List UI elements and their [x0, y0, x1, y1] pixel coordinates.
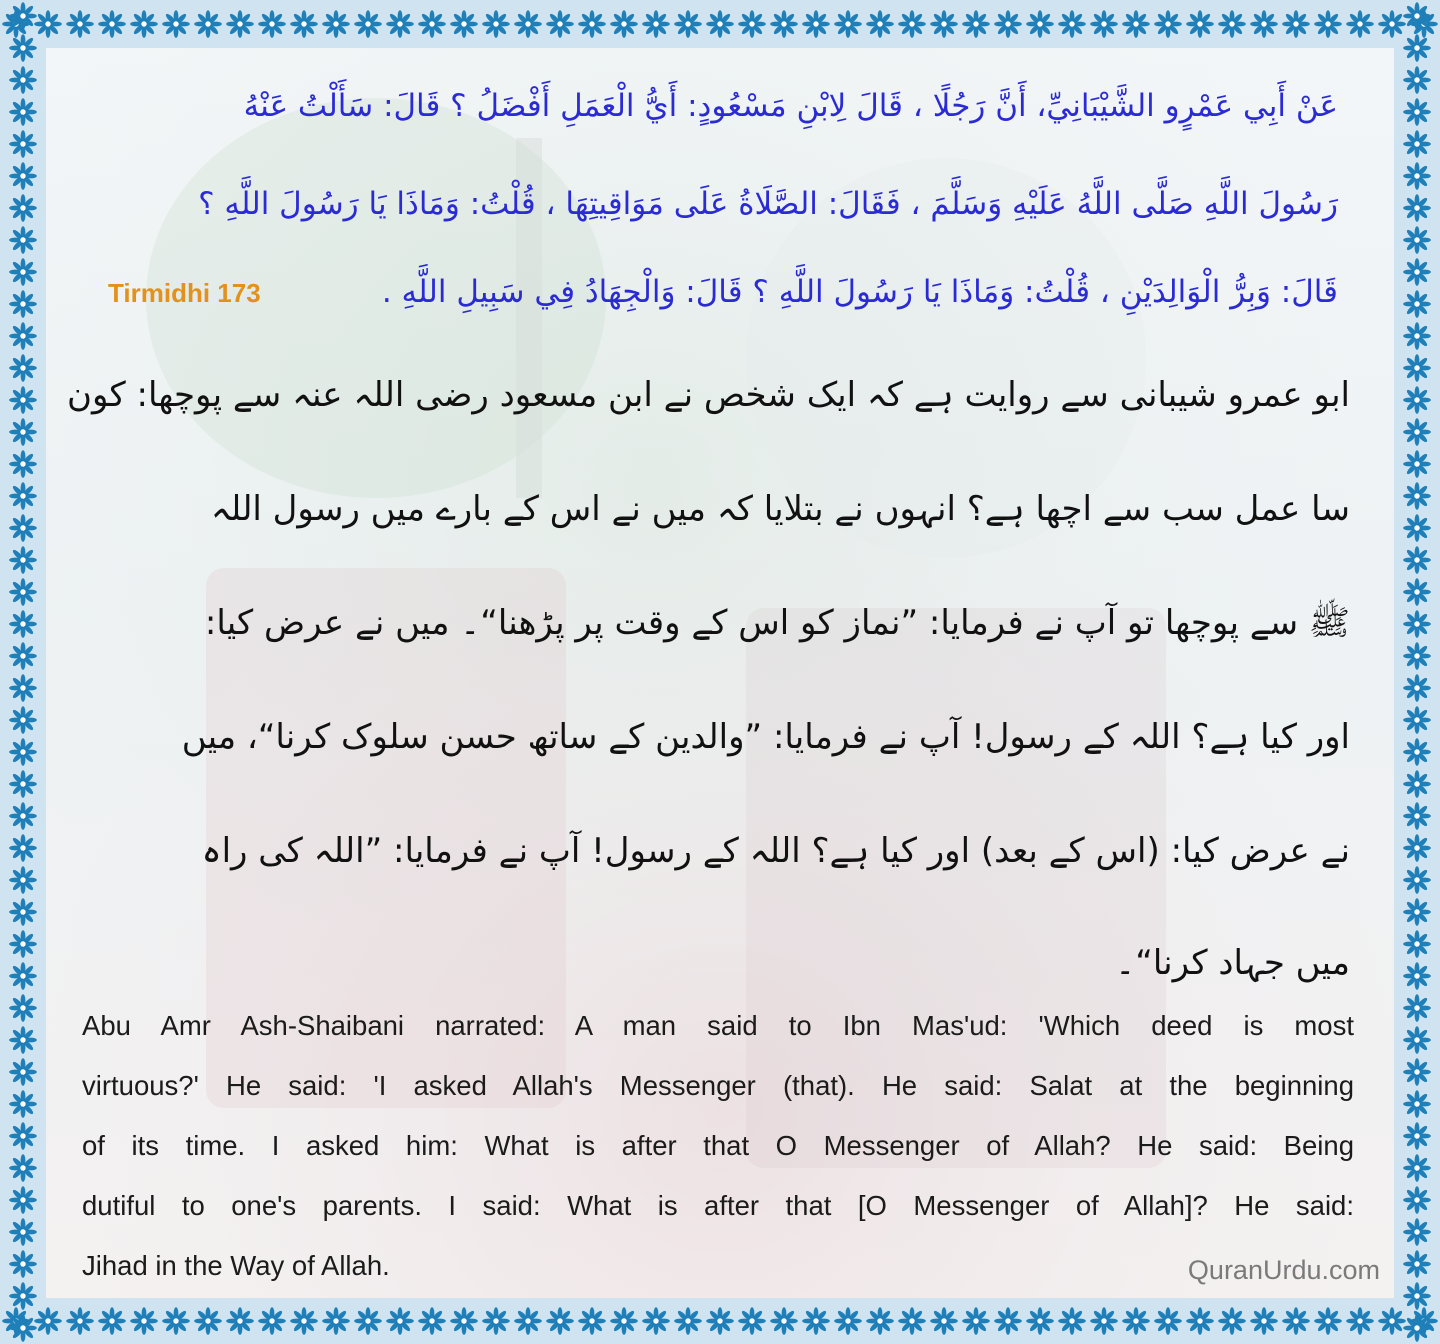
border-ornament: [1403, 162, 1431, 190]
border-ornament: [9, 130, 37, 158]
border-ornament: [9, 1218, 37, 1246]
border-ornament: [642, 1307, 670, 1335]
border-ornament: [258, 10, 286, 38]
border-ornament: [9, 1058, 37, 1086]
border-ornament: [706, 1307, 734, 1335]
border-ornament: [9, 2, 37, 30]
border-ornament: [546, 10, 574, 38]
border-ornament: [9, 386, 37, 414]
border-ornament: [1403, 194, 1431, 222]
border-ornament: [738, 1307, 766, 1335]
border-ornament: [1403, 930, 1431, 958]
urdu-text-line-5: نے عرض کیا: (اس کے بعد) اور کیا ہے؟ اللہ کے رسول! آپ نے فرمایا: ”اللہ کی راہ: [201, 831, 1350, 871]
border-ornament: [450, 1307, 478, 1335]
border-ornament: [1154, 10, 1182, 38]
border-ornament: [1403, 898, 1431, 926]
border-ornament: [1122, 1307, 1150, 1335]
border-ornament: [9, 322, 37, 350]
border-ornament: [9, 930, 37, 958]
border-ornament: [9, 994, 37, 1022]
border-ornament: [194, 1307, 222, 1335]
border-ornament: [930, 1307, 958, 1335]
border-ornament: [9, 610, 37, 638]
border-ornament: [674, 1307, 702, 1335]
border-ornament: [9, 962, 37, 990]
border-ornament: [9, 706, 37, 734]
border-ornament: [9, 482, 37, 510]
border-ornament: [1403, 482, 1431, 510]
border-ornament: [9, 802, 37, 830]
border-ornament: [898, 1307, 926, 1335]
border-ornament: [9, 1282, 37, 1310]
border-ornament: [9, 1090, 37, 1118]
border-ornament: [1346, 1307, 1374, 1335]
english-text-line-1: Abu Amr Ash-Shaibani narrated: A man said to Ibn Mas'ud: 'Which deed is most: [82, 1010, 1354, 1041]
border-ornament: [1090, 10, 1118, 38]
border-ornament: [9, 258, 37, 286]
urdu-text-line-3: ﷺ سے پوچھا تو آپ نے فرمایا: ”نماز کو اس کے وقت پر پڑھنا“۔ میں نے عرض کیا:: [204, 603, 1350, 643]
background-mosque-image: [46, 48, 1394, 1298]
urdu-text-line-6: میں جہاد کرنا“۔: [1115, 943, 1350, 983]
border-ornament: [994, 1307, 1022, 1335]
border-ornament: [9, 98, 37, 126]
border-ornament: [1403, 514, 1431, 542]
border-ornament: [1250, 10, 1278, 38]
urdu-text-line-4: اور کیا ہے؟ اللہ کے رسول! آپ نے فرمایا: ”والدین کے ساتھ حسن سلوک کرنا“، میں: [181, 717, 1350, 757]
ornament-strip: [1394, 0, 1440, 1344]
border-ornament: [482, 10, 510, 38]
border-ornament: [834, 1307, 862, 1335]
arabic-text-line-3: قَالَ: وَبِرُّ الْوَالِدَيْنِ ، قُلْتُ: وَمَاذَا يَا رَسُولَ اللَّهِ ؟ قَالَ: وَالْجِهَادُ فِي سَبِيلِ اللَّهِ .: [381, 274, 1338, 310]
border-ornament: [1403, 706, 1431, 734]
border-ornament: [322, 10, 350, 38]
border-ornament: [98, 1307, 126, 1335]
border-ornament: [9, 354, 37, 382]
border-ornament: [1186, 10, 1214, 38]
border-ornament: [9, 642, 37, 670]
border-ornament: [1282, 10, 1310, 38]
border-ornament: [1250, 1307, 1278, 1335]
border-ornament: [1218, 10, 1246, 38]
border-ornament: [226, 1307, 254, 1335]
border-ornament: [1403, 354, 1431, 382]
border-ornament: [610, 1307, 638, 1335]
border-ornament: [162, 10, 190, 38]
border-ornament: [9, 834, 37, 862]
border-ornament: [706, 10, 734, 38]
border-ornament: [1403, 1250, 1431, 1278]
border-ornament: [1403, 226, 1431, 254]
border-ornament: [194, 10, 222, 38]
border-ornament: [9, 738, 37, 766]
border-ornament: [482, 1307, 510, 1335]
ornamental-border-right: [1394, 0, 1440, 1344]
border-ornament: [514, 10, 542, 38]
border-ornament: [386, 1307, 414, 1335]
english-text-line-5: Jihad in the Way of Allah.: [82, 1250, 390, 1281]
border-ornament: [1403, 1314, 1431, 1342]
border-ornament: [1403, 1058, 1431, 1086]
border-ornament: [354, 10, 382, 38]
border-ornament: [898, 10, 926, 38]
border-ornament: [9, 770, 37, 798]
border-ornament: [9, 546, 37, 574]
urdu-text-line-1: ابو عمرو شیبانی سے روایت ہے کہ ایک شخص نے ابن مسعود رضی اللہ عنہ سے پوچھا: کون: [67, 375, 1350, 415]
border-ornament: [1403, 66, 1431, 94]
border-ornament: [1403, 1186, 1431, 1214]
border-ornament: [1403, 610, 1431, 638]
border-ornament: [1403, 34, 1431, 62]
border-ornament: [9, 194, 37, 222]
border-ornament: [1403, 1154, 1431, 1182]
border-ornament: [1403, 290, 1431, 318]
border-ornament: [1403, 1122, 1431, 1150]
border-ornament: [1403, 1218, 1431, 1246]
border-ornament: [9, 418, 37, 446]
border-ornament: [1058, 10, 1086, 38]
border-ornament: [258, 1307, 286, 1335]
border-ornament: [9, 66, 37, 94]
border-ornament: [9, 514, 37, 542]
border-ornament: [1403, 258, 1431, 286]
border-ornament: [1403, 994, 1431, 1022]
border-ornament: [9, 674, 37, 702]
border-ornament: [130, 1307, 158, 1335]
border-ornament: [418, 10, 446, 38]
border-ornament: [9, 450, 37, 478]
border-ornament: [802, 10, 830, 38]
border-ornament: [1403, 130, 1431, 158]
border-ornament: [962, 1307, 990, 1335]
content-panel: [46, 48, 1394, 1298]
border-ornament: [546, 1307, 574, 1335]
border-ornament: [1403, 674, 1431, 702]
border-ornament: [9, 226, 37, 254]
border-ornament: [994, 10, 1022, 38]
border-ornament: [1282, 1307, 1310, 1335]
border-ornament: [1314, 1307, 1342, 1335]
border-ornament: [450, 10, 478, 38]
border-ornament: [1154, 1307, 1182, 1335]
arabic-text-line-2: رَسُولَ اللَّهِ صَلَّى اللَّهُ عَلَيْهِ وَسَلَّمَ ، فَقَالَ: الصَّلَاةُ عَلَى مَوَاقِيتِهَا ، قُلْتُ: وَمَاذَا يَا رَسُولَ اللَّهِ ؟: [198, 186, 1338, 222]
border-ornament: [930, 10, 958, 38]
border-ornament: [514, 1307, 542, 1335]
english-text-line-4: dutiful to one's parents. I said: What is after that [O Messenger of Allah]? He said:: [82, 1190, 1354, 1221]
border-ornament: [9, 1154, 37, 1182]
border-ornament: [1403, 738, 1431, 766]
border-ornament: [1122, 10, 1150, 38]
ornamental-border-left: [0, 0, 46, 1344]
english-text-line-2: virtuous?' He said: 'I asked Allah's Messenger (that). He said: Salat at the beginning: [82, 1070, 1354, 1101]
english-text-line-3: of its time. I asked him: What is after that O Messenger of Allah? He said: Being: [82, 1130, 1354, 1161]
border-ornament: [1186, 1307, 1214, 1335]
site-watermark: QuranUrdu.com: [1187, 1255, 1380, 1285]
border-ornament: [322, 1307, 350, 1335]
border-ornament: [1403, 418, 1431, 446]
border-ornament: [1026, 1307, 1054, 1335]
border-ornament: [1403, 578, 1431, 606]
border-ornament: [642, 10, 670, 38]
border-ornament: [226, 10, 254, 38]
border-ornament: [1403, 386, 1431, 414]
border-ornament: [66, 10, 94, 38]
border-ornament: [1403, 1026, 1431, 1054]
border-ornament: [386, 10, 414, 38]
border-ornament: [9, 1122, 37, 1150]
border-ornament: [738, 10, 766, 38]
border-ornament: [9, 1250, 37, 1278]
border-ornament: [418, 1307, 446, 1335]
border-ornament: [1346, 10, 1374, 38]
border-ornament: [1403, 322, 1431, 350]
urdu-text-line-2: سا عمل سب سے اچھا ہے؟ انہوں نے بتلایا کہ میں نے اس کے بارے میں رسول اللہ: [210, 489, 1350, 529]
border-ornament: [866, 10, 894, 38]
border-ornament: [962, 10, 990, 38]
border-ornament: [1403, 450, 1431, 478]
border-ornament: [9, 290, 37, 318]
border-ornament: [578, 1307, 606, 1335]
ornamental-border-bottom: [0, 1298, 1440, 1344]
border-ornament: [1026, 10, 1054, 38]
border-ornament: [1314, 10, 1342, 38]
border-ornament: [1218, 1307, 1246, 1335]
border-ornament: [770, 1307, 798, 1335]
border-ornament: [1403, 1282, 1431, 1310]
border-ornament: [1403, 770, 1431, 798]
border-ornament: [866, 1307, 894, 1335]
border-ornament: [66, 1307, 94, 1335]
border-ornament: [9, 162, 37, 190]
border-ornament: [1403, 962, 1431, 990]
border-ornament: [834, 10, 862, 38]
border-ornament: [9, 898, 37, 926]
border-ornament: [162, 1307, 190, 1335]
border-ornament: [1403, 2, 1431, 30]
border-ornament: [1058, 1307, 1086, 1335]
border-ornament: [802, 1307, 830, 1335]
border-ornament: [354, 1307, 382, 1335]
ornament-strip: [0, 0, 1440, 48]
arabic-text-line-1: عَنْ أَبِي عَمْرٍو الشَّيْبَانِيِّ، أَنَّ رَجُلًا ، قَالَ لِابْنِ مَسْعُودٍ: أَيُّ الْعَمَلِ أَفْضَلُ ؟ قَالَ: سَأَلْتُ عَنْهُ: [243, 88, 1338, 124]
border-ornament: [1403, 802, 1431, 830]
border-ornament: [130, 10, 158, 38]
border-ornament: [578, 10, 606, 38]
border-ornament: [1403, 834, 1431, 862]
border-ornament: [674, 10, 702, 38]
border-ornament: [1403, 98, 1431, 126]
border-ornament: [770, 10, 798, 38]
ornament-strip: [0, 0, 46, 1344]
hadith-reference: Tirmidhi 173: [108, 278, 261, 308]
border-ornament: [290, 10, 318, 38]
border-ornament: [9, 1186, 37, 1214]
border-ornament: [1090, 1307, 1118, 1335]
border-ornament: [9, 1314, 37, 1342]
ornamental-border-top: [0, 0, 1440, 48]
border-ornament: [290, 1307, 318, 1335]
border-ornament: [1403, 866, 1431, 894]
border-ornament: [9, 1026, 37, 1054]
border-ornament: [98, 10, 126, 38]
border-ornament: [9, 34, 37, 62]
border-ornament: [1403, 642, 1431, 670]
border-ornament: [9, 578, 37, 606]
border-ornament: [1403, 1090, 1431, 1118]
ornament-strip: [0, 1298, 1440, 1344]
border-ornament: [9, 866, 37, 894]
border-ornament: [1403, 546, 1431, 574]
border-ornament: [610, 10, 638, 38]
